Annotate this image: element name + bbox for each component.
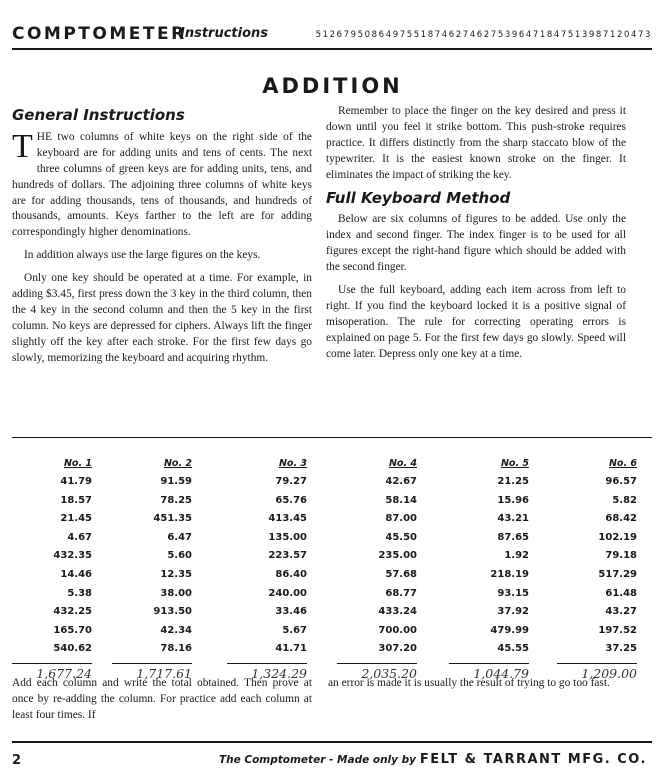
column-label: No. 4 bbox=[388, 458, 417, 469]
figure-value: 45.55 bbox=[497, 643, 529, 655]
brand-name: COMPTOMETER bbox=[12, 24, 187, 44]
figure-value: 6.47 bbox=[167, 531, 192, 543]
handwritten-total: 1,209.00 bbox=[557, 663, 637, 681]
paragraph-push-stroke: Remember to place the finger on the key desired and press it down until you feel it strike bottom. This push-stroke requires practice. It differs distinctly from the sharp staccato blow of the typewriter. It is the easiest known stroke on the finger. It eliminates the impact of striking the key. bbox=[326, 105, 626, 181]
figure-value: 15.96 bbox=[497, 494, 529, 506]
handwritten-total: 1,677.24 bbox=[12, 663, 92, 681]
figure-value: 540.62 bbox=[53, 643, 92, 655]
page-number: 2 bbox=[12, 753, 22, 768]
figure-value: 93.15 bbox=[497, 587, 529, 599]
column-label: No. 5 bbox=[500, 458, 529, 469]
figure-value: 517.29 bbox=[598, 568, 637, 580]
paragraph-six-columns: Below are six columns of figures to be added. Use only the index and second finger. The index finger is to be used for all figures except the right-hand figure which should be added with the second finger. bbox=[326, 213, 626, 274]
figure-value: 87.65 bbox=[497, 531, 529, 543]
drop-cap: T bbox=[12, 127, 33, 165]
figure-value: 65.76 bbox=[275, 494, 307, 506]
figure-value: 79.27 bbox=[275, 476, 307, 487]
handwritten-total: 1,044.79 bbox=[449, 663, 529, 681]
figure-value: 41.79 bbox=[60, 476, 92, 487]
figure-value: 432.25 bbox=[53, 606, 92, 618]
figure-value: 235.00 bbox=[378, 550, 417, 562]
page-header bbox=[12, 20, 652, 48]
figure-value: 86.40 bbox=[275, 568, 307, 580]
figure-value: 5.38 bbox=[67, 587, 92, 599]
practice-paragraph-left: Add each column and write the total obtained. Then prove at once by re-adding the column. For practice add each column at least four times. If bbox=[12, 677, 312, 721]
figure-value: 432.35 bbox=[53, 550, 92, 562]
general-instructions-column bbox=[12, 108, 312, 374]
column-label: No. 1 bbox=[63, 458, 92, 469]
handwritten-total: 1,717.61 bbox=[112, 663, 192, 681]
paragraph-full-keyboard: Use the full keyboard, adding each item across from left to right. If you find the keyboard locked it is a positive signal of misoperation. The rule for correcting operating errors is explained on page 5. For the first few days go slowly. Speed will come later. Depress only one key at a time. bbox=[326, 284, 626, 360]
figure-value: 79.18 bbox=[605, 550, 637, 562]
figure-value: 38.00 bbox=[160, 587, 192, 599]
handwritten-total: 2,035.20 bbox=[337, 663, 417, 681]
section-rule bbox=[12, 437, 652, 438]
handwritten-total: 1,324.29 bbox=[227, 663, 307, 681]
figure-value: 4.67 bbox=[67, 531, 92, 543]
footer-product: The Comptometer - Made only by bbox=[218, 754, 417, 766]
figure-value: 218.19 bbox=[490, 568, 529, 580]
figure-value: 197.52 bbox=[598, 624, 637, 636]
column-label: No. 3 bbox=[278, 458, 307, 469]
figure-value: 240.00 bbox=[268, 587, 307, 599]
footer-credit bbox=[219, 752, 647, 767]
figure-value: 21.25 bbox=[497, 476, 529, 487]
figure-value: 61.48 bbox=[605, 587, 637, 599]
figure-value: 12.35 bbox=[160, 568, 192, 580]
header-subtitle: Instructions bbox=[180, 26, 269, 41]
column-label: No. 2 bbox=[163, 458, 192, 469]
figure-value: 43.27 bbox=[605, 606, 637, 618]
general-instructions-heading: General Instructions bbox=[12, 106, 185, 124]
figure-value: 135.00 bbox=[268, 531, 307, 543]
figure-value: 451.35 bbox=[153, 513, 192, 525]
figure-value: 58.14 bbox=[385, 494, 417, 506]
paragraph-large-figures: In addition always use the large figures on the keys. bbox=[24, 249, 261, 262]
footer-maker: FELT & TARRANT MFG. CO. bbox=[419, 752, 647, 767]
figure-value: 21.45 bbox=[60, 513, 92, 525]
column-label: No. 6 bbox=[608, 458, 637, 469]
figure-value: 165.70 bbox=[53, 624, 92, 636]
figure-value: 37.25 bbox=[605, 643, 637, 655]
practice-paragraph-right: an error is made it is usually the result of trying to go too fast. bbox=[328, 677, 610, 689]
figure-column-2 bbox=[112, 458, 192, 681]
figure-value: 68.77 bbox=[385, 587, 417, 599]
figure-value: 413.45 bbox=[268, 513, 307, 525]
serial-number: 512679508649755187462746275396471847513987120473 bbox=[315, 30, 652, 40]
figure-value: 96.57 bbox=[605, 476, 637, 487]
figure-value: 42.34 bbox=[160, 624, 192, 636]
figure-value: 78.16 bbox=[160, 643, 192, 655]
figure-value: 68.42 bbox=[605, 513, 637, 525]
figure-value: 57.68 bbox=[385, 568, 417, 580]
paragraph-keyboard-columns bbox=[12, 127, 312, 241]
right-text-column bbox=[326, 104, 626, 370]
header-rule bbox=[12, 48, 652, 50]
figure-column-6 bbox=[557, 458, 637, 681]
figure-value: 700.00 bbox=[378, 624, 417, 636]
full-keyboard-heading: Full Keyboard Method bbox=[326, 188, 511, 207]
figure-column-5 bbox=[449, 458, 529, 681]
figure-value: 307.20 bbox=[378, 643, 417, 655]
figure-value: 5.60 bbox=[167, 550, 192, 562]
figure-value: 91.59 bbox=[160, 476, 192, 487]
figure-value: 18.57 bbox=[60, 494, 92, 506]
figure-value: 45.50 bbox=[385, 531, 417, 543]
figure-value: 78.25 bbox=[160, 494, 192, 506]
figure-value: 5.67 bbox=[282, 624, 307, 636]
figure-column-1 bbox=[12, 458, 92, 681]
page-title: ADDITION bbox=[262, 74, 403, 98]
figure-value: 43.21 bbox=[497, 513, 529, 525]
footer-rule bbox=[12, 741, 652, 743]
figure-value: 433.24 bbox=[378, 606, 417, 618]
figure-value: 102.19 bbox=[598, 531, 637, 543]
figure-value: 87.00 bbox=[385, 513, 417, 525]
figure-value: 5.82 bbox=[612, 494, 637, 506]
figure-value: 1.92 bbox=[504, 550, 529, 562]
figure-value: 913.50 bbox=[153, 606, 192, 618]
figure-value: 33.46 bbox=[275, 606, 307, 618]
figure-column-4 bbox=[337, 458, 417, 681]
figure-value: 41.71 bbox=[275, 643, 307, 655]
figure-value: 37.92 bbox=[497, 606, 529, 618]
figure-value: 223.57 bbox=[268, 550, 307, 562]
figure-value: 42.67 bbox=[385, 476, 417, 487]
paragraph-one-key: Only one key should be operated at a time. For example, in adding $3.45, first press down the 3 key in the third column, then the 4 key in the second column and then the 5 key in the first column. No keys are depressed for ciphers. Always lift the finger slightly off the key after each stroke. For the first few days go slowly, memorizing the keyboard and acquiring rhythm. bbox=[12, 272, 312, 364]
paragraph-text: HE two columns of white keys on the right side of the keyboard are for adding units and tens of cents. The next three columns of green keys are for adding units, tens, and hundreds of dollars. The adjoining three columns of white keys are for adding thousands, tens of thousands, and hundreds of thousands, amounts. Keys farther to the left are for adding correspondingly higher denominations. bbox=[12, 130, 312, 239]
figure-column-3 bbox=[227, 458, 307, 681]
figure-value: 14.46 bbox=[60, 568, 92, 580]
figure-value: 479.99 bbox=[490, 624, 529, 636]
figure-columns bbox=[12, 458, 652, 681]
